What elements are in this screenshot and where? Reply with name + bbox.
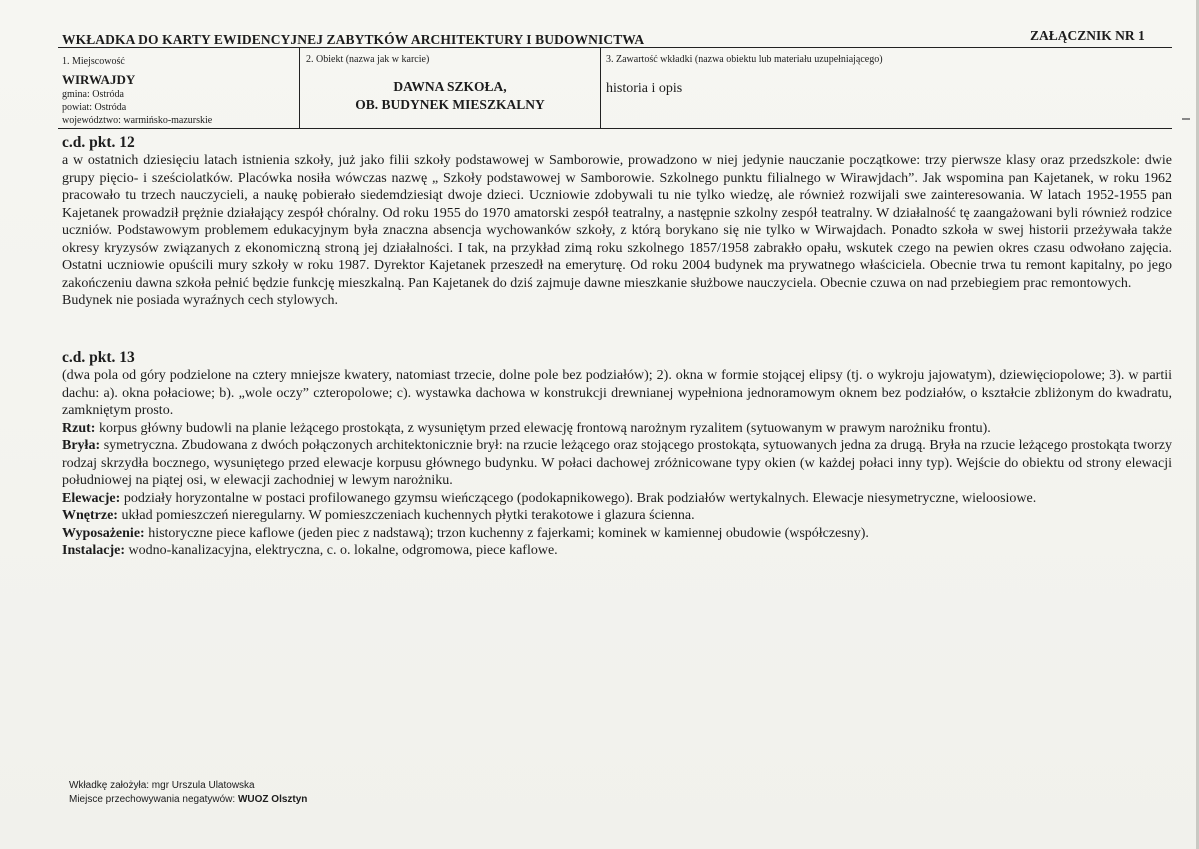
object-name-line2: OB. BUDYNEK MIESZKALNY	[355, 97, 545, 112]
place-wojewodztwo: województwo: warmińsko-mazurskie	[62, 115, 213, 126]
section-12-heading: c.d. pkt. 12	[62, 134, 135, 151]
object-name-line1: DAWNA SZKOŁA,	[393, 79, 507, 94]
place-field	[62, 48, 298, 128]
object-name	[302, 78, 598, 114]
section-13-item-rzut	[62, 420, 1172, 438]
section-13-item-elewacje	[62, 490, 1172, 508]
content-value: historia i opis	[606, 81, 683, 96]
content-field	[606, 48, 1166, 128]
place-gmina: gmina: Ostróda	[62, 89, 124, 100]
item-text: podziały horyzontalne w postaci profilowanego gzymsu wieńczącego (podokapnikowego). Brak podziałów wertykalnych. Elewacje niesymetryczne, wieloosiowe.	[120, 490, 1037, 506]
place-powiat: powiat: Ostróda	[62, 102, 127, 113]
field-divider-1	[299, 48, 300, 128]
footer-author: Wkładkę założyła: mgr Urszula Ulatowska	[69, 780, 255, 791]
item-label: Rzut:	[62, 420, 96, 436]
section-12-style-note: Budynek nie posiada wyraźnych cech stylowych.	[62, 293, 339, 308]
footer-storage	[69, 793, 307, 807]
place-label: 1. Miejscowość	[62, 56, 125, 67]
item-label: Instalacje:	[62, 543, 125, 558]
annex-number: ZAŁĄCZNIK NR 1	[1030, 28, 1145, 43]
object-label: 2. Obiekt (nazwa jak w karcie)	[306, 54, 430, 65]
section-13-intro: (dwa pola od góry podzielone na cztery mniejsze kwatery, natomiast trzecie, dolne pole bez podziałów); 2). okna w formie stojącej elipsy (tj. o wykroju jajowatym), dziewięciopolowe; 3). w partii dachu: a). okna połaciowe; b). „wole oczy” czteropolowe; c). wystawka dachowa w konstrukcji drewnianej wypełniona jednoramowym oknem bez podziałów, o kształcie zbliżonym do kwadratu, zamkniętym prosto.	[62, 368, 1172, 418]
section-13-heading: c.d. pkt. 13	[62, 349, 135, 366]
item-text: układ pomieszczeń nieregularny. W pomieszczeniach kuchennych płytki terakotowe i glazura ścienna.	[117, 508, 695, 523]
form-title: WKŁADKA DO KARTY EWIDENCYJNEJ ZABYTKÓW ARCHITEKTURY I BUDOWNICTWA	[62, 32, 645, 47]
section-13	[62, 349, 1172, 560]
margin-mark	[1182, 118, 1190, 120]
item-text: korpus główny budowli na planie leżącego prostokąta, z wysuniętym przed elewację frontową narożnym ryzalitem (sytuowanym w prawym narożniku frontu).	[95, 420, 991, 436]
item-label: Wyposażenie:	[62, 525, 145, 541]
section-12	[62, 134, 1172, 310]
item-label: Wnętrze:	[62, 508, 118, 523]
field-divider-2	[600, 48, 601, 128]
footer-storage-label: Miejsce przechowywania negatywów:	[69, 794, 238, 805]
item-text: symetryczna. Zbudowana z dwóch połączonych architektonicznie brył: na rzucie leżącego oraz stojącego prostokąta, sytuowanych jedna za drugą. Bryła na rzucie leżącego prostokąta tworzy rodzaj skrzydła bocznego, wysuniętego przed elewacje korpusu głównego budynku. W połaci dachowej zróżnicowane typy okien (w każdej połaci inny typ). Wejście do obiektu od strony elewacji południowej na piątej osi, w elewacji zachodniej w lewym narożniku.	[62, 438, 1172, 488]
section-13-item-wyposazenie	[62, 525, 1172, 543]
section-12-paragraph: a w ostatnich dziesięciu latach istnienia szkoły, już jako filii szkoły podstawowej w Samborowie, prowadzono w niej jedynie nauczanie początkowe: trzy pierwsze klasy oraz przedszkole: dwie grupy pięcio- i sześciolatków. Placówka nosiła wówczas nazwę „ Szkoły podstawowej w Samborowie. Szkolnego punktu filialnego w Wirawjdach”. Jak wspomina pan Kajetanek, w roku 1962 pracowało tu trzech nauczycieli, a naukę pobierało siedemdziesiąt dwoje dzieci. Uczniowie zdobywali tu nie tylko wiedzę, ale również rozwijali swe zainteresowania. W latach 1952-1955 pan Kajetanek prowadził prężnie działający zespół chóralny. Od roku 1955 do 1970 amatorski zespół teatralny, a następnie szkolny zespół teatralny. W działalność tę zaangażowani byli również rodzice uczniów. Podstawowym problemem edukacyjnym była znaczna absencja wychowanków szkoły, z którą borykano się nie tylko w Wirwajdach. Ponadto szkoła w swej historii przeżywała także okresy kryzysów związanych z ekonomiczną stroną jej działalności. I tak, na przykład zimą roku szkolnego 1857/1958 zabrakło opału, wskutek czego na pewien okres czasu odwołano zajęcia. Ostatni uczniowie opuścili mury szkoły w roku 1987. Dyrektor Kajetanek przeszedł na emeryturę. Od roku 2004 budynek ma prywatnego właściciela. Obecnie trwa tu remont kapitalny, po jego zakończeniu dawna szkoła pełnić będzie funkcję mieszkalną. Pan Kajetanek do dziś zajmuje dawne mieszkanie służbowe nauczyciela. Obecnie czuwa on nad przebiegiem prac remontowych.	[62, 153, 1172, 291]
section-13-item-wnetrze	[62, 507, 1172, 525]
section-13-item-instalacje	[62, 542, 1172, 560]
item-text: historyczne piece kaflowe (jeden piec z nadstawą); trzon kuchenny z fajerkami; kominek w kamiennej obudowie (współczesny).	[144, 525, 869, 541]
header-bottom-rule	[58, 128, 1172, 129]
object-field	[302, 48, 598, 128]
footer-storage-value: WUOZ Olsztyn	[237, 794, 308, 805]
item-label: Bryła:	[62, 438, 101, 453]
section-13-item-bryla	[62, 437, 1172, 490]
place-name: WIRWAJDY	[62, 72, 136, 87]
item-text: wodno-kanalizacyjna, elektryczna, c. o. lokalne, odgromowa, piece kaflowe.	[125, 543, 558, 558]
item-label: Elewacje:	[62, 490, 121, 506]
content-label: 3. Zawartość wkładki (nazwa obiektu lub materiału uzupełniającego)	[606, 54, 883, 65]
footer	[69, 779, 307, 807]
